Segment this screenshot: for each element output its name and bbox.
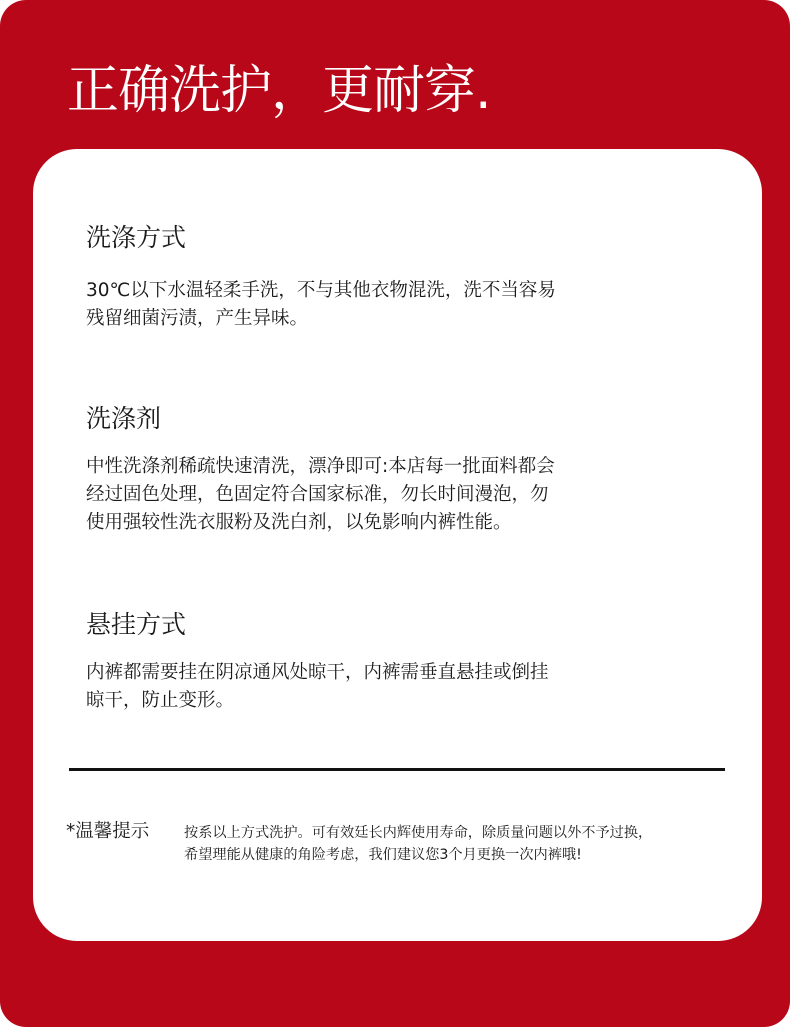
tips-text: [184, 822, 652, 866]
tips-line: 按系以上方式洗护。可有效廷长内辉使用寿命，除质量问题以外不予过换，: [184, 825, 653, 841]
page-headline: 正确洗护，更耐穿.: [67, 61, 491, 121]
body-line: 使用强较性洗衣服粉及洗白剂，以免影响内裤性能。: [86, 512, 512, 533]
body-line: 残留细菌污渍，产生异味。: [86, 308, 309, 329]
detergent-section: [86, 403, 726, 537]
tips-label: *温馨提示: [66, 821, 150, 842]
body-line: 内裤都需要挂在阴凉通风处晾干，内裤需垂直悬挂或倒挂: [86, 662, 549, 683]
section-divider: [69, 768, 725, 771]
section-title: 洗涤方式: [86, 223, 187, 252]
body-line: 经过固色处理，色固定符合国家标准，勿长时间漫泡，勿: [86, 484, 549, 505]
section-body: [86, 453, 726, 537]
tips-line: 希望理能从健康的角险考虑，我们建议您3个月更换一次内裤哦!: [184, 847, 582, 863]
hanging-method-section: [86, 609, 726, 715]
section-title: 洗涤剂: [86, 404, 162, 433]
section-body: [86, 659, 726, 715]
washing-method-section: [86, 222, 726, 333]
body-line: 中性洗涤剂稀疏快速清洗，漂净即可:本店每一批面料都会: [86, 456, 555, 477]
body-line: 30℃以下水温轻柔手洗，不与其他衣物混洗，洗不当容易: [86, 280, 556, 301]
section-title: 悬挂方式: [86, 610, 187, 639]
instructions-card: [33, 149, 762, 941]
body-line: 晾干，防止变形。: [86, 690, 235, 711]
section-body: [86, 277, 726, 333]
